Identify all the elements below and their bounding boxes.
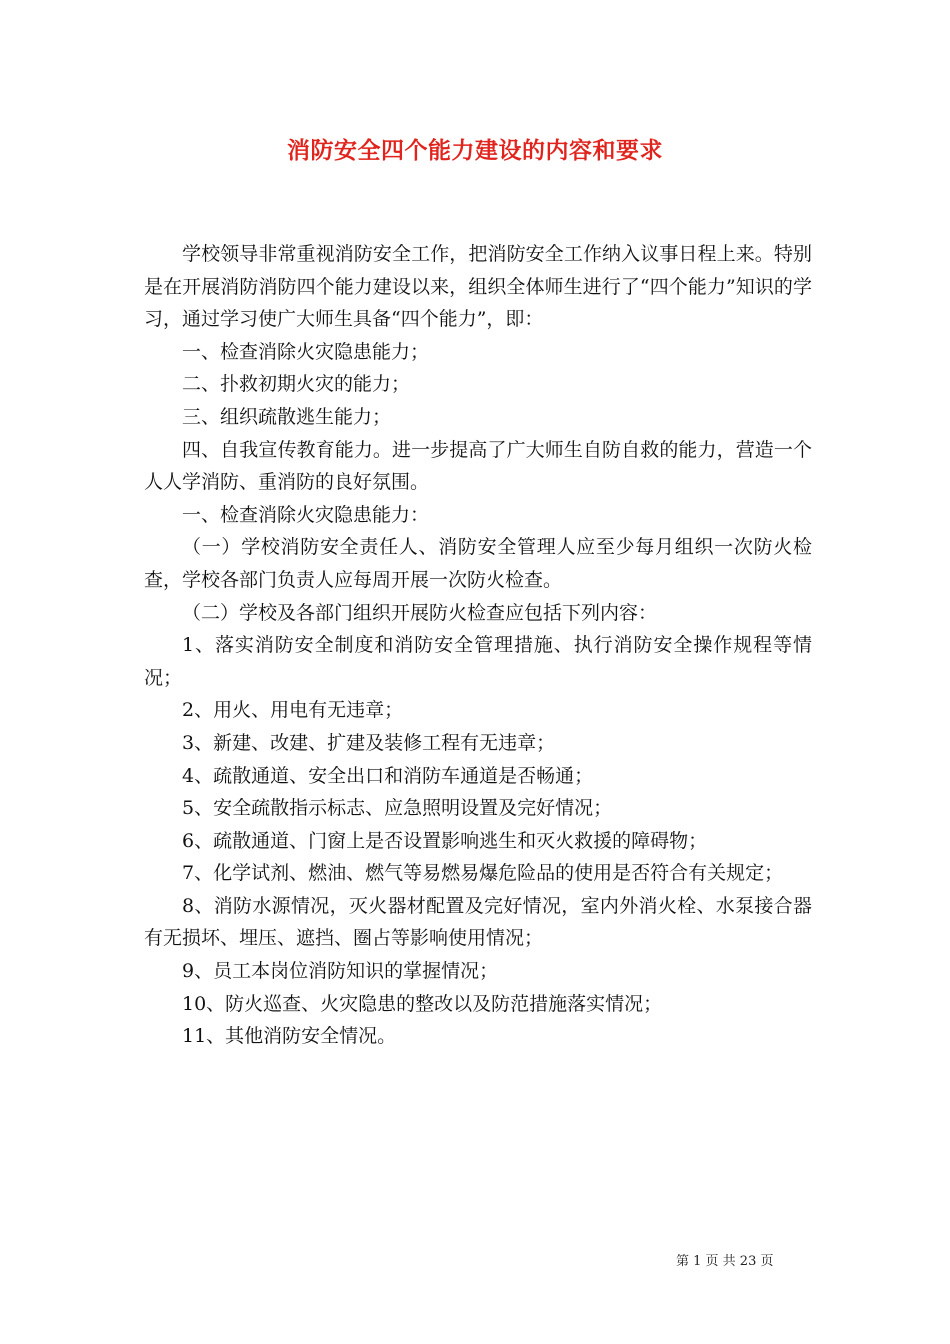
paragraph: 4、疏散通道、安全出口和消防车通道是否畅通； [182,764,594,787]
paragraph: 三、组织疏散逃生能力； [182,405,392,428]
paragraph: 二、扑救初期火灾的能力； [182,373,411,396]
paragraph: 7、化学试剂、燃油、燃气等易燃易爆危险品的使用是否符合有关规定； [182,862,784,885]
paragraph: 一、检查消除火灾隐患能力； [182,340,430,363]
paragraph: （二）学校及各部门组织开展防火检查应包括下列内容： [182,601,658,624]
paragraph: 9、员工本岗位消防知识的掌握情况； [182,960,499,983]
paragraph: 6、疏散通道、门窗上是否设置影响逃生和灭火救援的障碍物； [182,829,708,852]
paragraph: 11、其他消防安全情况。 [182,1025,397,1048]
paragraph: 一、检查消除火灾隐患能力： [182,503,430,526]
document-title: 消防安全四个能力建设的内容和要求 [287,137,663,164]
paragraph: 8、消防水源情况，灭火器材配置及完好情况，室内外消火栓、水泵接合器有无损坏、埋压、遮挡、圈占等影响使用情况； [144,894,812,950]
paragraph: 5、安全疏散指示标志、应急照明设置及完好情况； [182,797,613,820]
paragraph: 3、新建、改建、扩建及装修工程有无违章； [182,731,556,754]
paragraph: 10、防火巡查、火灾隐患的整改以及防范措施落实情况； [182,992,663,1015]
paragraph: 四、自我宣传教育能力。进一步提高了广大师生自防自救的能力，营造一个人人学消防、重消防的良好氛围。 [144,438,812,494]
paragraph: 学校领导非常重视消防安全工作，把消防安全工作纳入议事日程上来。特别是在开展消防消防四个能力建设以来，组织全体师生进行了“四个能力”知识的学习，通过学习使广大师生具备“四个能力”，即： [144,243,812,331]
document-body [144,238,812,1053]
page-number: 第 1 页 共 23 页 [676,1254,774,1269]
paragraph: 1、落实消防安全制度和消防安全管理措施、执行消防安全操作规程等情况； [144,634,812,689]
paragraph: 2、用火、用电有无违章； [182,699,404,722]
paragraph: （一）学校消防安全责任人、消防安全管理人应至少每月组织一次防火检查，学校各部门负责人应每周开展一次防火检查。 [144,536,812,591]
